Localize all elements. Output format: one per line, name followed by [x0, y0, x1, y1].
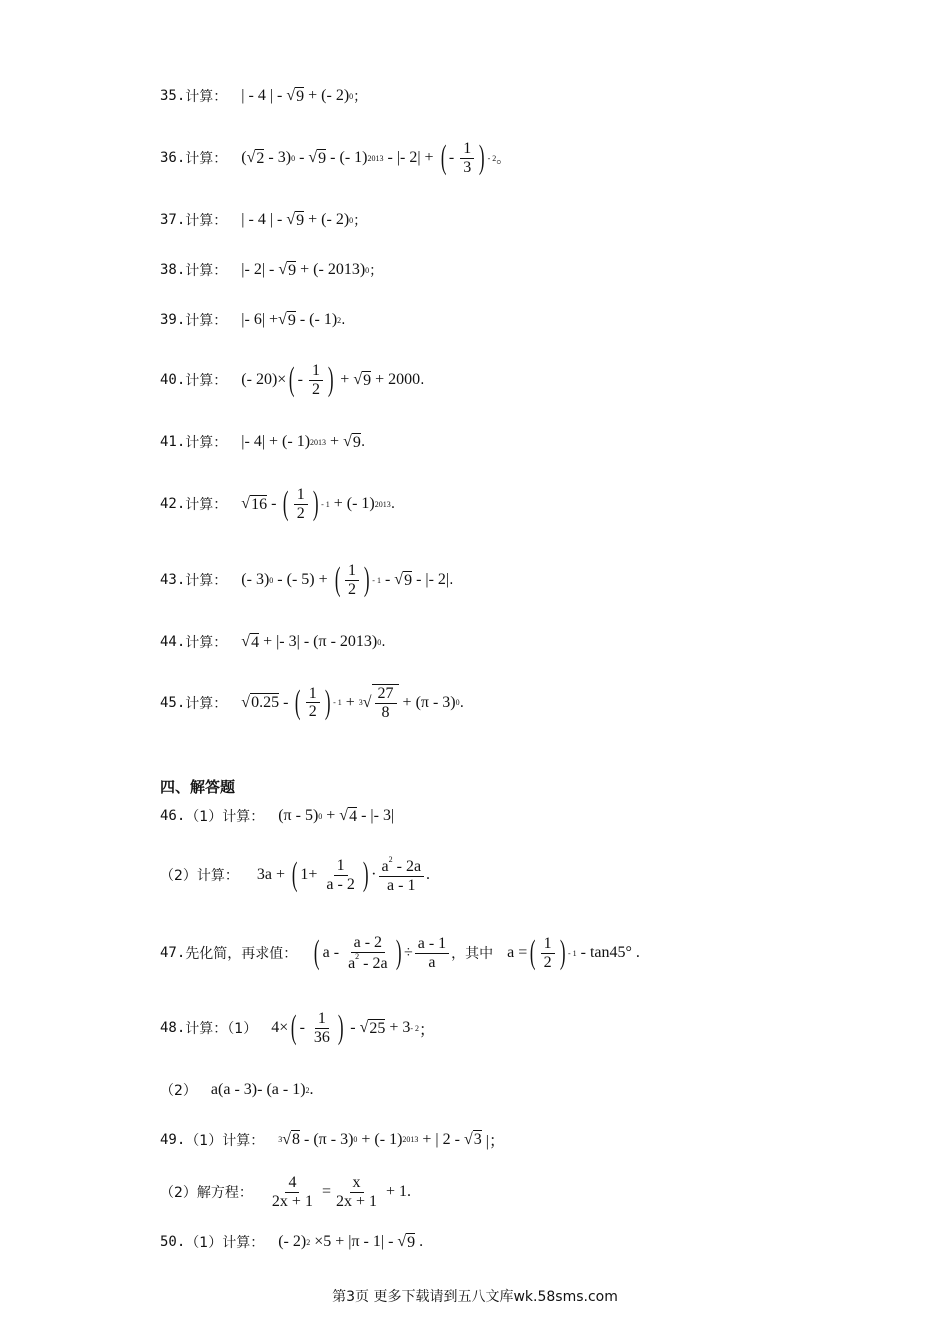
- expression: 3 √ 8 - (π - 3) 0 + (- 1) 2013 + | 2 - √ 3 |；: [278, 1130, 505, 1150]
- expression: √ 16 - ( $\frac{1}{2}$ ) - 1 + (- 1) 2013: [241, 485, 391, 523]
- problem-label: （2）解方程：: [160, 1185, 253, 1202]
- problem-46-part2: [160, 856, 430, 894]
- problem-37: [160, 210, 373, 230]
- expression: | - 4 | - √ 9 + (- 2) 0: [241, 87, 354, 105]
- problem-40: [160, 362, 431, 398]
- problem-43: [160, 562, 460, 598]
- problem-number: 50.: [160, 1234, 186, 1250]
- end-mark: .: [341, 312, 346, 328]
- problem-number: 43.: [160, 572, 186, 589]
- expression: (π - 5) 0 + √ 4 - |- 3|: [278, 807, 395, 825]
- page-footer: 第3页 更多下载请到五八文库wk.58sms.com: [332, 1289, 618, 1305]
- problem-label: 计算：: [185, 573, 228, 590]
- problem-49-part2: [160, 1174, 411, 1210]
- end-mark: ；: [353, 89, 368, 105]
- problem-label: （1）计算：: [185, 1235, 265, 1251]
- problem-49-part1: [160, 1128, 505, 1151]
- problem-label: （2）: [160, 1083, 197, 1099]
- problem-number: 48.: [160, 1020, 186, 1037]
- problem-number: 46.: [160, 808, 186, 824]
- expression: (- 2) 2 ×5 + |π - 1| - √ 9 .: [278, 1233, 424, 1251]
- expression: √ 0.25 - ( $\frac{1}{2}$ ) - 1 + 3 √ $\frac{27}{8}$ + (π - 3) 0: [241, 683, 460, 721]
- expression: 4× ( - $\frac{1}{36}$ ) - √ 25 + 3 - 2 ；: [271, 1009, 436, 1047]
- problem-label: 计算：: [185, 635, 228, 651]
- problem-label: 计算：: [185, 695, 228, 712]
- problem-connector: ，其中: [451, 946, 494, 963]
- problem-46-part1: [160, 806, 394, 826]
- problem-35: [160, 86, 373, 106]
- end-mark: .: [449, 572, 454, 589]
- end-mark: .: [360, 434, 366, 450]
- expression: 3a + ( 1+ $\frac{1}{a - 2}$ ) · $\frac{a^2 - 2a}{a - 1}$ .: [252, 855, 431, 894]
- expression: ( a - $\frac{a - 2}{a^2 - 2a}$ ) ÷ $\frac{a - 1}{a}$: [311, 934, 451, 972]
- problem-47: [160, 934, 640, 972]
- end-mark: .: [459, 694, 465, 711]
- expression: |- 2| - √ 9 + (- 2013) 0: [241, 261, 370, 279]
- end-mark: .: [381, 634, 386, 650]
- problem-label: （2）计算：: [160, 868, 239, 885]
- problem-number: 42.: [160, 496, 186, 513]
- problem-48-part2: [160, 1080, 314, 1100]
- problem-39: [160, 310, 352, 330]
- expression: √ 4 + |- 3| - (π - 2013) 0: [241, 633, 382, 651]
- problem-label: （1）计算：: [185, 809, 265, 825]
- problem-38: [160, 260, 389, 280]
- end-mark: .: [390, 496, 396, 513]
- problem-44: [160, 632, 392, 652]
- end-mark: .: [420, 372, 425, 389]
- problem-label: 计算：: [185, 213, 228, 229]
- problem-number: 37.: [160, 212, 186, 228]
- problem-36: [160, 140, 516, 176]
- end-mark: ；: [369, 263, 384, 279]
- expression: |- 6| +√ 9 - (- 1) 2: [241, 311, 342, 329]
- problem-label: 计算：: [185, 263, 228, 279]
- problem-label: 计算：: [185, 435, 228, 451]
- problem-label: 计算：: [185, 313, 228, 329]
- problem-45: [160, 684, 470, 721]
- expression-value: a = ( $\frac{1}{2}$ ) - 1 - tan45° .: [507, 934, 640, 972]
- end-mark: 。: [496, 151, 511, 168]
- section-heading: 四、解答题: [160, 778, 236, 796]
- problem-label: 计算：: [185, 89, 228, 105]
- problem-label: 计算：: [185, 373, 228, 390]
- problem-label: 计算：: [185, 497, 228, 514]
- problem-number: 44.: [160, 634, 186, 650]
- problem-label: 先化简，再求值：: [185, 946, 298, 963]
- expression: |- 4| + (- 1) 2013 + √ 9: [241, 433, 361, 451]
- expression: (√ 2 - 3) 0 - √ 9 - (- 1) 2013 - |- 2| + ( - $\frac{1}{3}$ ) - 2: [241, 139, 497, 177]
- expression: (- 20)× ( - $\frac{1}{2}$ ) + √ 9 + 2000: [241, 361, 421, 399]
- problem-label: （1）计算：: [185, 1132, 265, 1149]
- end-mark: ；: [353, 213, 368, 229]
- problem-48-part1: [160, 1010, 435, 1046]
- problem-50-part1: [160, 1232, 423, 1252]
- problem-number: 36.: [160, 150, 186, 167]
- expression: (- 3) 0 - (- 5) + ( $\frac{1}{2}$ ) - 1 - √ 9 - |- 2|: [241, 561, 450, 599]
- expression: | - 4 | - √ 9 + (- 2) 0: [241, 211, 354, 229]
- problem-number: 35.: [160, 88, 186, 104]
- problem-number: 45.: [160, 694, 186, 711]
- problem-number: 38.: [160, 262, 186, 278]
- expression: $\frac{4}{2x + 1}$ = $\frac{x}{2x + 1}$ + 1.: [271, 1174, 412, 1210]
- problem-number: 41.: [160, 434, 186, 450]
- problem-label: 计算：（1）: [185, 1021, 258, 1038]
- problem-number: 47.: [160, 945, 186, 962]
- problem-number: 40.: [160, 372, 186, 389]
- expression: a(a - 3)- (a - 1) 2 .: [210, 1081, 314, 1098]
- problem-number: 39.: [160, 312, 186, 328]
- problem-42: [160, 486, 401, 522]
- problem-number: 49.: [160, 1131, 186, 1148]
- problem-41: [160, 432, 371, 452]
- problem-label: 计算：: [185, 151, 228, 168]
